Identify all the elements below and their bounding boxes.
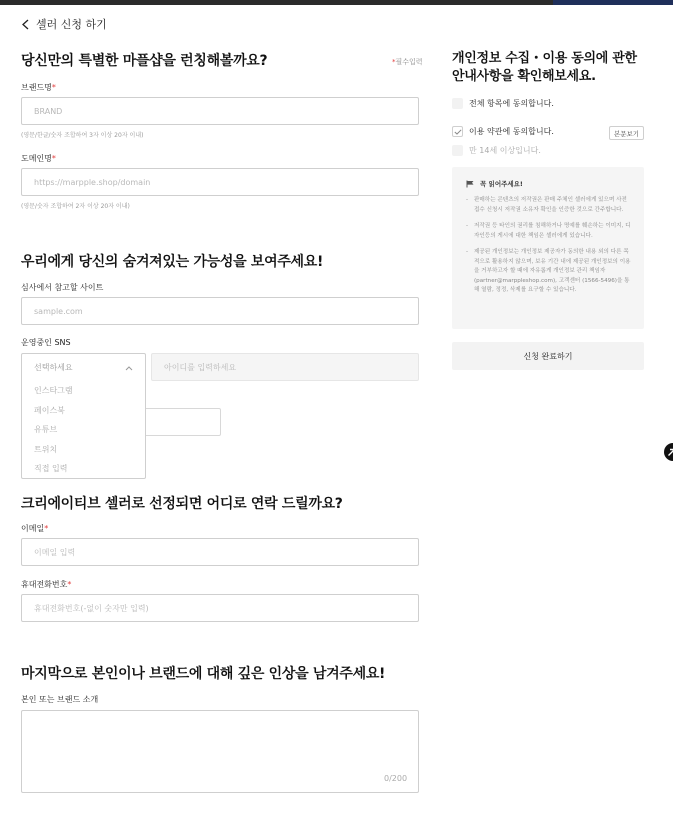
brand-hint: (영문/한글/숫자 조합하여 3자 이상 20자 이내): [21, 132, 144, 139]
section-title-launch: 당신만의 특별한 마플샵을 런칭해볼까요?: [21, 53, 268, 69]
agree-all-label: 전체 항목에 동의합니다.: [469, 99, 554, 108]
top-bar: [0, 0, 673, 5]
domain-hint: (영문/숫자 조합하여 2자 이상 20자 이내): [21, 203, 130, 210]
sns-label: 운영중인 SNS: [21, 338, 71, 347]
agree-age-checkbox[interactable]: [452, 145, 463, 156]
intro-counter: 0/200: [384, 774, 408, 783]
sns-select-head[interactable]: [22, 354, 145, 381]
agree-all-row[interactable]: [452, 98, 554, 109]
sns-extra-input[interactable]: [140, 408, 221, 436]
back-button[interactable]: [21, 16, 107, 32]
arrow-up-icon: [667, 448, 673, 457]
email-input[interactable]: [21, 538, 419, 566]
sns-option-custom[interactable]: 직접 입력: [34, 464, 68, 473]
privacy-title: 개인정보 수집・이용 동의에 관한 안내사항을 확인해보세요.: [452, 51, 637, 84]
phone-label: 휴대전화번호*: [21, 580, 72, 589]
phone-input[interactable]: [21, 594, 419, 622]
section-title-potential: 우리에게 당신의 숨겨져있는 가능성을 보여주세요!: [21, 254, 324, 270]
check-icon: [454, 129, 462, 135]
reference-site-label: 심사에서 참고할 사이트: [21, 283, 104, 292]
notice-list: [466, 196, 632, 296]
notice-box: [452, 167, 644, 329]
brand-input[interactable]: [21, 97, 419, 125]
sns-id-input[interactable]: [151, 353, 419, 381]
reference-site-input[interactable]: [21, 297, 419, 325]
agree-terms-row[interactable]: [452, 126, 554, 137]
required-note: *필수입력: [392, 58, 423, 66]
notice-item: - 판매하는 콘텐츠의 저작권은 판매 주체인 셀러에게 있으며 사전 접수 신청시 저작권 소유자 확인을 인증한 것으로 간주합니다.: [466, 196, 632, 215]
agree-age-label: 만 14세 이상입니다.: [469, 146, 541, 155]
view-terms-button[interactable]: 본문보기: [609, 126, 644, 140]
agree-terms-checkbox[interactable]: [452, 126, 463, 137]
notice-title: 꼭 읽어주세요!: [466, 179, 632, 188]
domain-input[interactable]: [21, 168, 419, 196]
notice-item: - 제공된 개인정보는 개인정보 제공자가 동의한 내용 외의 다른 목적으로 활용하지 않으며, 보유 기간 내에 제공된 개인정보의 이용을 거부하고자 할 때에 자유롭게 개인정보 관리 책임자 (partner@marppleshop.com), 고객센터 (1566-5496)을 통해 열람, 정정, 삭제를 요구할 수 있습니다.: [466, 248, 632, 296]
agree-terms-label: 이용 약관에 동의합니다.: [469, 127, 554, 136]
back-label: 셀러 신청 하기: [36, 18, 107, 31]
intro-textarea[interactable]: [21, 710, 419, 793]
section-title-impression: 마지막으로 본인이나 브랜드에 대해 깊은 인상을 남겨주세요!: [21, 666, 386, 682]
flag-icon: [466, 180, 475, 188]
sns-select[interactable]: [21, 353, 146, 479]
sns-option-youtube[interactable]: 유튜브: [34, 425, 58, 434]
sns-option-facebook[interactable]: 페이스북: [34, 405, 65, 415]
chevron-left-icon: [21, 19, 30, 30]
submit-button[interactable]: 신청 완료하기: [452, 342, 644, 370]
email-label: 이메일*: [21, 524, 49, 533]
chevron-up-icon: [125, 365, 133, 371]
agree-age-row[interactable]: [452, 145, 541, 156]
sns-option-instagram[interactable]: 인스타그램: [34, 386, 73, 395]
agree-all-checkbox[interactable]: [452, 98, 463, 109]
top-bar-accent: [553, 0, 673, 5]
sns-option-twitch[interactable]: 트위치: [34, 444, 58, 454]
sns-select-placeholder: 선택하세요: [34, 363, 73, 372]
section-title-contact: 크리에이티브 셀러로 선정되면 어디로 연락 드릴까요?: [21, 496, 343, 512]
intro-label: 본인 또는 브랜드 소개: [21, 695, 99, 704]
notice-item: - 저작권 등 타인의 권리를 침해하거나 명예를 훼손하는 이미지, 디자인등의 게시에 대한 책임은 셀러에게 있습니다.: [466, 222, 632, 241]
brand-label: 브랜드명*: [21, 83, 56, 92]
domain-label: 도메인명*: [21, 154, 56, 163]
scroll-top-button[interactable]: [664, 443, 673, 461]
